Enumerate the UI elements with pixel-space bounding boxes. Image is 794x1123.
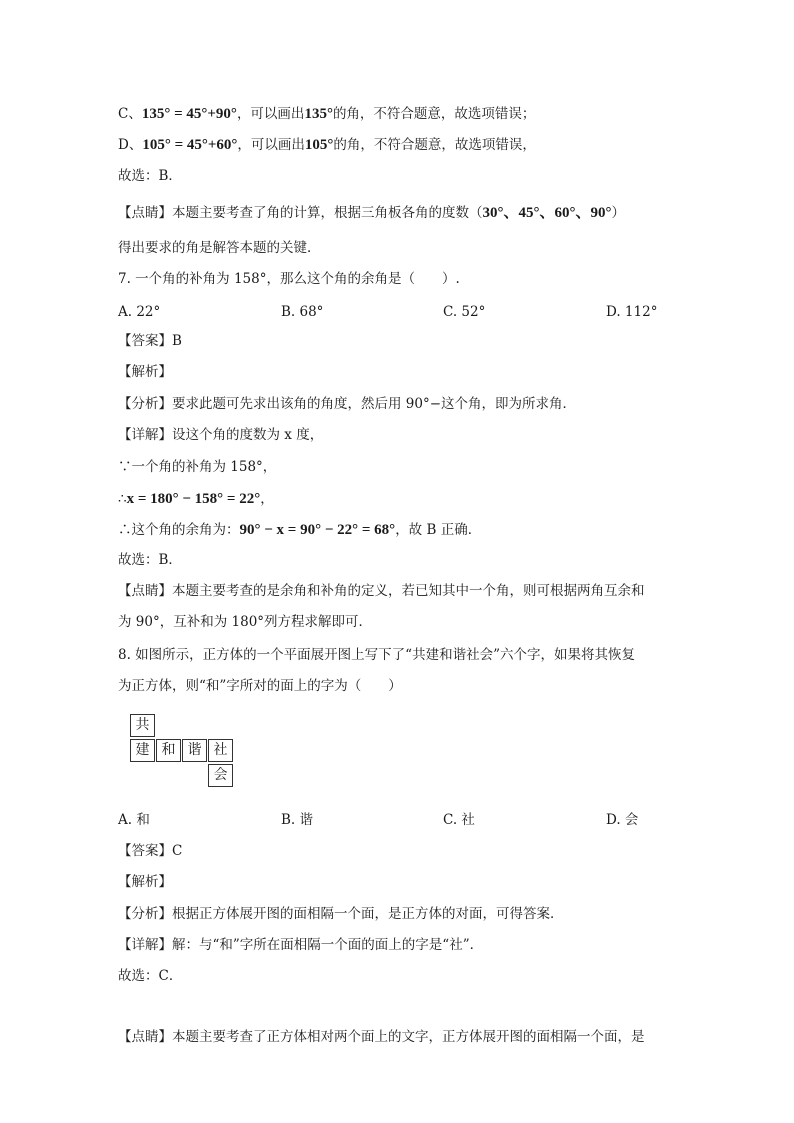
q8-option-a: A. 和 — [118, 812, 150, 828]
q8-jiexi: 【解析】 — [118, 874, 172, 890]
net-cell-she: 社 — [208, 739, 233, 762]
cube-net-figure — [130, 714, 236, 790]
math-expression: x = 180° − 158° = 22° — [126, 491, 261, 507]
q7-option-d: D. 112° — [606, 304, 658, 320]
net-cell-jian: 建 — [130, 739, 155, 762]
q7-because: ∵一个角的补角为 158°， — [118, 459, 277, 475]
math-expression: 30°、45°、60°、90° — [482, 205, 612, 221]
text: ，可以画出 — [237, 137, 305, 153]
math-expression: 105° — [304, 137, 334, 153]
q8-option-d: D. 会 — [606, 812, 639, 828]
math-expression: 135° = 45°+90° — [141, 106, 237, 122]
therefore-symbol: ∴ — [118, 491, 127, 507]
q8-dianjing: 【点睛】本题主要考查了正方体相对两个面上的文字，正方体展开图的面相隔一个面，是 — [118, 1029, 645, 1045]
q7-therefore-1 — [118, 489, 274, 509]
math-expression: 90° − x = 90° − 22° = 68° — [239, 522, 396, 538]
question-8-line-1: 8. 如图所示，正方体的一个平面展开图上写下了“共建和谐社会”六个字，如果将其恢复 — [118, 647, 635, 663]
q7-fenxi: 【分析】要求此题可先求出该角的角度，然后用 90°−这个角，即为所求角． — [118, 396, 577, 412]
q7-answer: 【答案】B — [118, 333, 182, 349]
text: ∴这个角的余角为： — [118, 522, 240, 538]
dianjing-prev-1 — [118, 203, 625, 223]
q7-dianjing-1: 【点睛】本题主要考查的是余角和补角的定义，若已知其中一个角，则可根据两角互余和 — [118, 583, 645, 599]
q8-option-c: C. 社 — [443, 812, 475, 828]
q8-fenxi: 【分析】根据正方体展开图的面相隔一个面，是正方体的对面，可得答案． — [118, 906, 564, 922]
text: 的角，不符合题意，故选项错误， — [333, 137, 536, 153]
q7-xiangjie: 【详解】设这个角的度数为 x 度， — [118, 427, 324, 443]
q8-answer: 【答案】C — [118, 843, 183, 859]
net-cell-he: 和 — [156, 739, 181, 762]
text: ，可以画出 — [236, 106, 305, 122]
text: 的角，不符合题意，故选项错误； — [332, 106, 536, 122]
choose-b: 故选：B． — [118, 168, 182, 184]
text: ） — [611, 205, 625, 221]
text: 【点睛】本题主要考查了角的计算，根据三角板各角的度数（ — [118, 205, 483, 221]
net-cell-gong: 共 — [130, 714, 155, 737]
q8-option-b: B. 谐 — [281, 812, 314, 828]
q8-guxuan: 故选：C． — [118, 968, 183, 984]
q7-dianjing-2: 为 90°，互补和为 180°列方程求解即可． — [118, 614, 373, 630]
option-label: C、 — [118, 106, 142, 122]
q7-option-c: C. 52° — [443, 304, 486, 320]
text: ， — [260, 491, 274, 507]
math-expression: 135° — [304, 106, 333, 122]
dianjing-prev-2: 得出要求的角是解答本题的关键． — [118, 240, 321, 256]
question-8-line-2: 为正方体，则“和”字所对的面上的字为（ ） — [118, 678, 402, 694]
net-cell-hui: 会 — [208, 764, 233, 787]
text: ，故 B 正确． — [395, 522, 482, 538]
q7-jiexi: 【解析】 — [118, 364, 172, 380]
q7-option-a: A. 22° — [118, 304, 161, 320]
question-7: 7. 一个角的补角为 158°，那么这个角的余角是（ ）. — [118, 271, 460, 287]
q7-therefore-2 — [118, 520, 481, 540]
q8-xiangjie: 【详解】解：与“和”字所在面相隔一个面的面上的字是“社”． — [118, 937, 484, 953]
net-cell-xie: 谐 — [182, 739, 207, 762]
option-label: D、 — [118, 137, 143, 153]
q7-guxuan: 故选：B． — [118, 552, 182, 568]
q7-option-b: B. 68° — [281, 304, 324, 320]
line-c — [118, 104, 535, 124]
math-expression: 105° = 45°+60° — [142, 137, 238, 153]
line-d — [118, 135, 536, 155]
